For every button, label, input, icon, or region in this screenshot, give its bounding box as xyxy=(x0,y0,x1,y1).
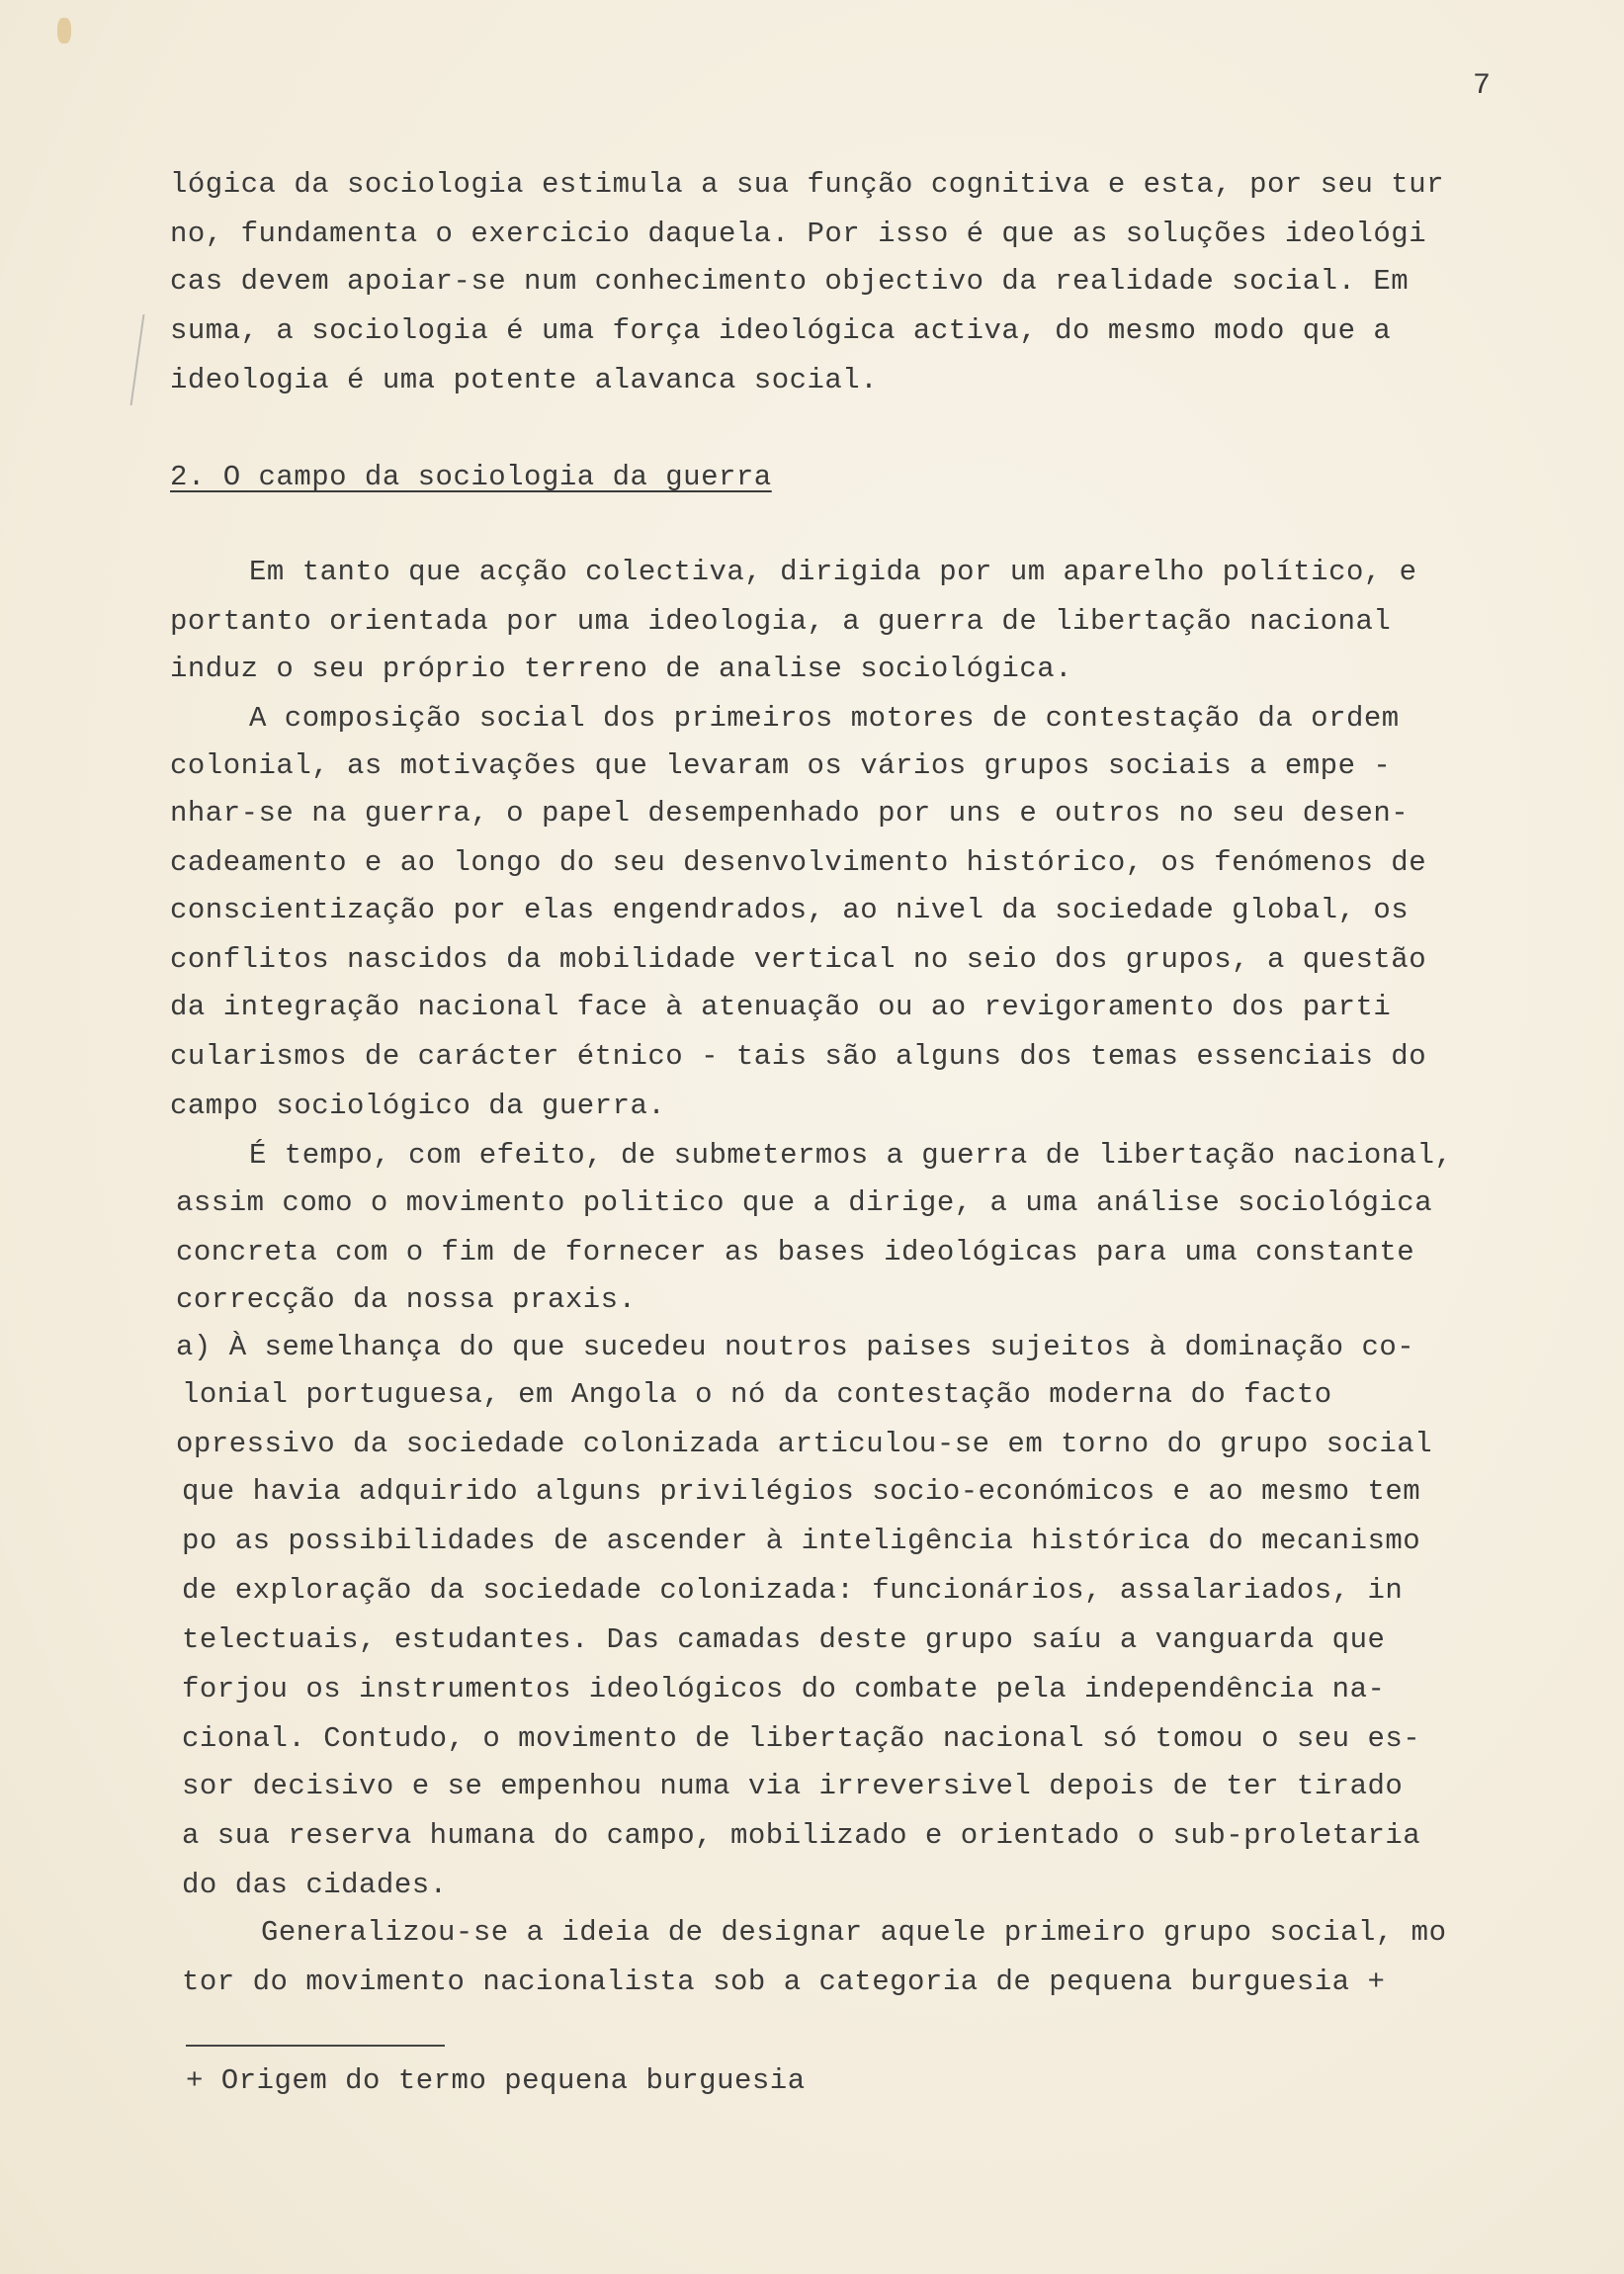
text-line: lonial portuguesa, em Angola o nó da contestação moderna do facto xyxy=(182,1378,1332,1411)
text-line: da integração nacional face à atenuação ou ao revigoramento dos parti xyxy=(170,991,1392,1023)
text-line: nhar-se na guerra, o papel desempenhado por uns e outros no seu desen- xyxy=(170,797,1410,830)
text-line: assim como o movimento politico que a dirige, a uma análise sociológica xyxy=(176,1186,1433,1219)
text-line: É tempo, com efeito, de submetermos a guerra de libertação nacional, xyxy=(249,1139,1453,1172)
footnote-separator xyxy=(186,2045,445,2047)
text-line: Em tanto que acção colectiva, dirigida por um aparelho político, e xyxy=(249,556,1417,588)
text-line: a sua reserva humana do campo, mobilizado e orientado o sub-proletaria xyxy=(182,1819,1421,1852)
text-line: forjou os instrumentos ideológicos do combate pela independência na- xyxy=(182,1673,1386,1706)
text-line: cadeamento e ao longo do seu desenvolvimento histórico, os fenómenos de xyxy=(170,846,1427,879)
text-line: ideologia é uma potente alavanca social. xyxy=(170,364,879,396)
text-line: po as possibilidades de ascender à inteligência histórica do mecanismo xyxy=(182,1525,1421,1557)
text-line: correcção da nossa praxis. xyxy=(176,1283,637,1316)
margin-pencil-mark xyxy=(130,314,167,405)
text-line: no, fundamenta o exercicio daquela. Por isso é que as soluções ideológi xyxy=(170,218,1427,250)
text-line: sor decisivo e se empenhou numa via irreversivel depois de ter tirado xyxy=(182,1770,1404,1802)
text-line: suma, a sociologia é uma força ideológica activa, do mesmo modo que a xyxy=(170,314,1392,347)
paper-stain xyxy=(57,18,71,44)
text-line: lógica da sociologia estimula a sua função cognitiva e esta, por seu tur xyxy=(170,168,1445,201)
text-line: Generalizou-se a ideia de designar aquele primeiro grupo social, mo xyxy=(261,1916,1447,1949)
text-line: colonial, as motivações que levaram os vários grupos sociais a empe - xyxy=(170,749,1392,782)
text-line: cas devem apoiar-se num conhecimento objectivo da realidade social. Em xyxy=(170,265,1410,298)
text-line: concreta com o fim de fornecer as bases ideológicas para uma constante xyxy=(176,1236,1415,1268)
text-line: cional. Contudo, o movimento de libertação nacional só tomou o seu es- xyxy=(182,1722,1421,1755)
text-line: a) À semelhança do que sucedeu noutros paises sujeitos à dominação co- xyxy=(176,1331,1415,1363)
section-heading-text: 2. O campo da sociologia da guerra xyxy=(170,461,772,493)
page-number: 7 xyxy=(1473,69,1492,103)
text-line: campo sociológico da guerra. xyxy=(170,1090,666,1122)
footnote: + Origem do termo pequena burguesia xyxy=(186,2064,806,2097)
text-line: de exploração da sociedade colonizada: funcionários, assalariados, in xyxy=(182,1574,1404,1607)
text-line: do das cidades. xyxy=(182,1869,448,1901)
text-line: tor do movimento nacionalista sob a categoria de pequena burguesia + xyxy=(182,1966,1386,1998)
text-line: induz o seu próprio terreno de analise sociológica. xyxy=(170,653,1073,685)
text-line: A composição social dos primeiros motores de contestação da ordem xyxy=(249,702,1400,735)
text-line: conscientização por elas engendrados, ao nivel da sociedade global, os xyxy=(170,894,1410,926)
text-line: telectuais, estudantes. Das camadas deste grupo saíu a vanguarda que xyxy=(182,1623,1386,1656)
text-line: conflitos nascidos da mobilidade vertical no seio dos grupos, a questão xyxy=(170,943,1427,976)
text-line: cularismos de carácter étnico - tais são alguns dos temas essenciais do xyxy=(170,1040,1427,1073)
text-line: opressivo da sociedade colonizada articulou-se em torno do grupo social xyxy=(176,1428,1433,1460)
section-heading xyxy=(170,461,772,493)
text-line: que havia adquirido alguns privilégios socio-económicos e ao mesmo tem xyxy=(182,1475,1421,1508)
text-line: portanto orientada por uma ideologia, a guerra de libertação nacional xyxy=(170,605,1392,638)
